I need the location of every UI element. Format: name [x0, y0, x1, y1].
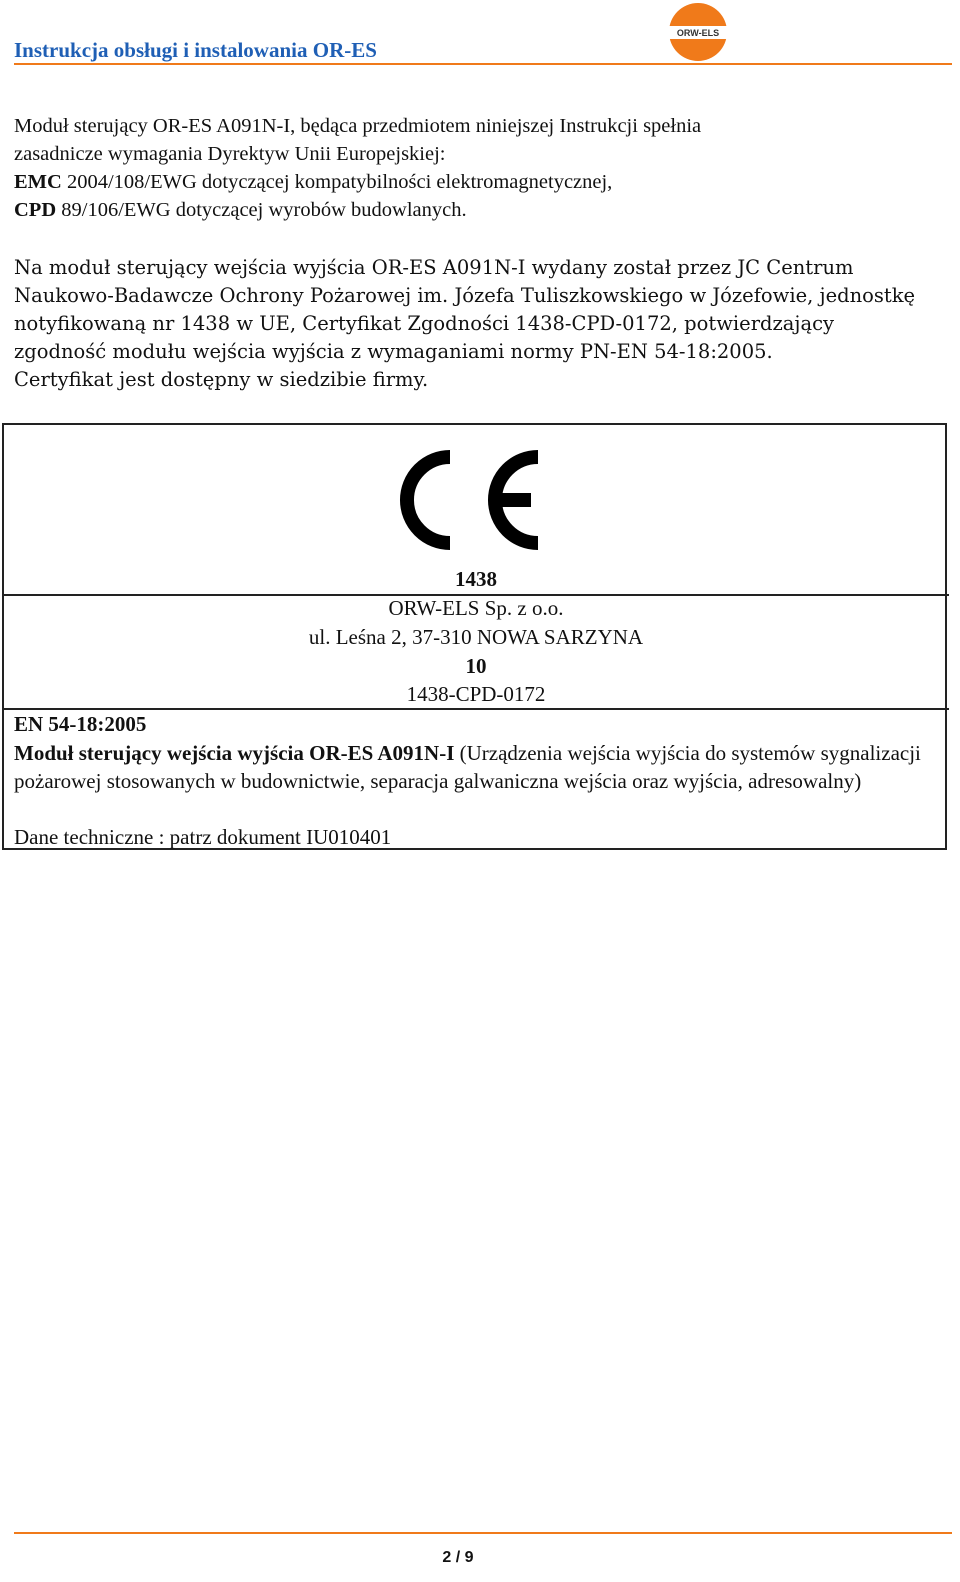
year-of-marking: 10 — [465, 654, 487, 678]
product-name: Moduł sterujący wejścia wyjścia OR-ES A091N-I — [14, 741, 455, 765]
document-title: Instrukcja obsługi i instalowania OR-ES — [14, 38, 377, 62]
product-details: (Urządzenia wejścia wyjścia do systemów sygnalizacji pożarowej stosowanych w budownictwie, separacja galwaniczna wejścia oraz wyjścia, adresowalny) — [14, 741, 921, 793]
logo-text: ORW-ELS — [676, 28, 720, 38]
page-number: 2 / 9 — [442, 1549, 474, 1566]
technical-data-reference: Dane techniczne : patrz dokument IU010401 — [14, 825, 392, 849]
emc-label: EMC — [14, 171, 62, 193]
intro-line-1: Moduł sterujący OR-ES A091N-I, będąca przedmiotem niniejszej Instrukcji spełnia — [14, 115, 702, 137]
cpd-label: CPD — [14, 199, 57, 221]
cpd-line — [14, 196, 950, 224]
certificate-number: 1438-CPD-0172 — [406, 682, 546, 706]
company-name: ORW-ELS Sp. z o.o. — [388, 596, 564, 620]
directives-paragraph — [14, 112, 950, 224]
header-divider — [14, 63, 952, 65]
standard-number: EN 54-18:2005 — [14, 712, 147, 736]
ce-mark-icon — [392, 444, 544, 556]
certificate-paragraph: Na moduł sterujący wejścia wyjścia OR-ES A091N-I wydany został przez JC Centrum Naukowo-Badawcze Ochrony Pożarowej im. Józefa Tuliszkowskiego w Józefowie, jednostkę notyfikowaną nr 1438 w UE, Certyfikat Zgodności 1438-CPD-0172, potwierdzający zgodność modułu wejścia wyjścia z wymaganiami normy PN-EN 54-18:2005. Certyfikat jest dostępny w siedzibie firmy. — [14, 256, 916, 391]
emc-line — [14, 168, 950, 196]
orw-els-logo — [665, 2, 731, 64]
notified-body-number: 1438 — [455, 567, 497, 591]
emc-text: 2004/108/EWG dotyczącej kompatybilności elektromagnetycznej, — [61, 171, 613, 193]
footer-divider — [14, 1532, 952, 1534]
intro-line-2: zasadnicze wymagania Dyrektyw Unii Europejskiej: — [14, 143, 446, 165]
cpd-text: 89/106/EWG dotyczącej wyrobów budowlanych. — [56, 199, 467, 221]
product-description — [14, 739, 944, 795]
company-address: ul. Leśna 2, 37-310 NOWA SARZYNA — [308, 625, 644, 649]
